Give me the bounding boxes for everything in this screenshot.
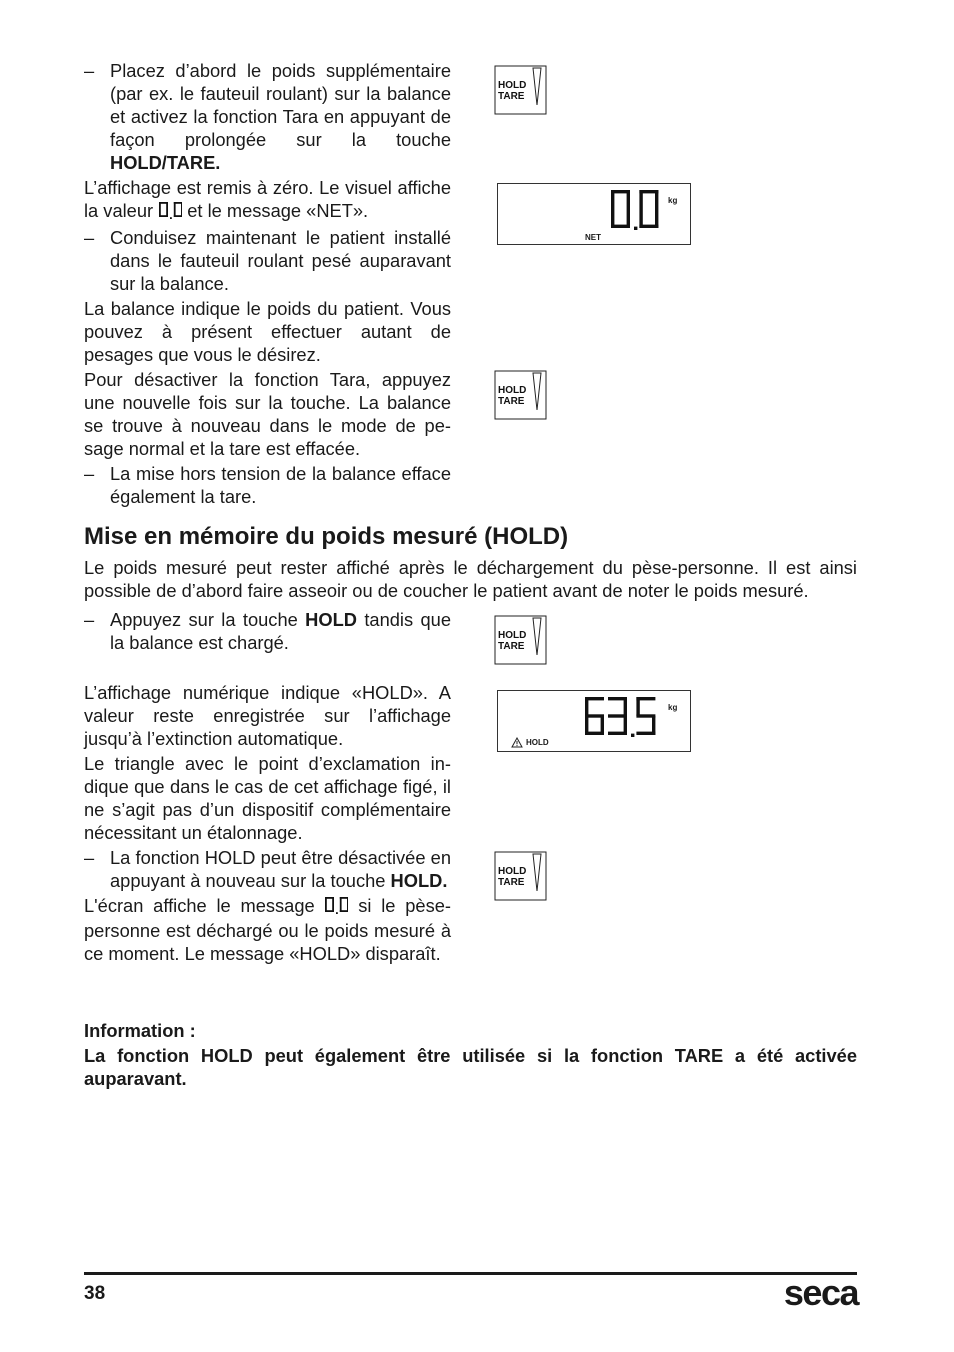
step-deactivate-hold: – La fonction HOLD peut être désactivée en appuyant à nouveau sur la touche HOLD. bbox=[84, 847, 451, 891]
para-deactivate-tare: Pour désactiver la fonction Tara, appuyez une nouvelle fois sur la touche. La balance se trouve à nouveau dans le mode de pesage normal et la tare est effacée. bbox=[84, 369, 451, 459]
net-indicator: NET bbox=[585, 233, 601, 242]
lcd-segment bbox=[585, 697, 588, 716]
hold-instructions-2 bbox=[84, 681, 451, 965]
hold-instructions-1 bbox=[84, 608, 451, 654]
info-text: La fonction HOLD peut également être utilisée si la fonction TARE a été activée auparavant. bbox=[84, 1045, 857, 1089]
warning-triangle-icon bbox=[511, 737, 523, 748]
lcd-digits-net bbox=[610, 189, 666, 231]
lcd-digits-hold bbox=[584, 696, 666, 738]
lcd-segment bbox=[624, 697, 627, 716]
hold-tare-key-illustration bbox=[494, 65, 548, 117]
info-note bbox=[84, 1019, 857, 1090]
brand-logo: seca bbox=[783, 1272, 858, 1313]
lcd-zero-glyph-svg bbox=[158, 201, 182, 219]
lcd-segment bbox=[174, 202, 176, 210]
lcd-segment bbox=[655, 190, 658, 209]
info-label: Information : bbox=[84, 1020, 196, 1041]
lcd-zero-glyph-svg bbox=[324, 896, 348, 914]
lcd-segment bbox=[333, 897, 335, 905]
page-number: 38 bbox=[84, 1283, 106, 1304]
para-patient-weight: La balance indique le poids du patient. Vous pouvez à présent effectuer autant de pesages que vous le désirez. bbox=[84, 298, 451, 365]
para-screen-message: L'écran affiche le message si le pèse-personne est déchargé ou le poids mesuré à ce moment. Le message «HOLD» disparaît. bbox=[84, 895, 451, 964]
lcd-decimal-point bbox=[170, 217, 172, 219]
svg-text:HOLD: HOLD bbox=[498, 630, 527, 641]
lcd-segment bbox=[608, 732, 627, 735]
lcd-segment bbox=[340, 905, 342, 913]
hold-tare-key-illustration bbox=[494, 851, 548, 903]
svg-text:TARE: TARE bbox=[498, 877, 525, 888]
section-heading: Mise en mémoire du poids mesuré (HOLD) bbox=[84, 523, 569, 550]
lcd-segment bbox=[636, 732, 655, 735]
step-power-off: – La mise hors tension de la balance efface également la tare. bbox=[84, 463, 451, 507]
unit-label: kg bbox=[668, 196, 678, 205]
svg-text:TARE: TARE bbox=[498, 91, 525, 102]
lcd-segment bbox=[636, 697, 639, 716]
step-press-hold: – Appuyez sur la touche HOLD tandis que la balance est chargé. bbox=[84, 609, 451, 653]
step-move-patient: – Conduisez maintenant le patient installé dans le fauteuil roulant pesé auparavant sur la balance. bbox=[84, 227, 451, 294]
lcd-segment bbox=[611, 190, 614, 209]
svg-text:TARE: TARE bbox=[498, 396, 525, 407]
lcd-segment bbox=[340, 897, 342, 905]
lcd-segment bbox=[325, 905, 327, 913]
lcd-segment bbox=[325, 897, 327, 905]
lcd-segment bbox=[639, 209, 642, 228]
lcd-segment bbox=[159, 202, 161, 210]
hold-tare-key-illustration bbox=[494, 370, 548, 422]
lcd-decimal-point bbox=[634, 227, 637, 230]
svg-text:HOLD: HOLD bbox=[498, 866, 527, 877]
svg-text:HOLD: HOLD bbox=[498, 385, 527, 396]
step-place-weight: – Placez d’abord le poids supplémentaire (par ex. le fauteuil roulant) sur la balance et activez la fonction Tara en appuyant de façon prolongée sur la touche HOLD/TARE. bbox=[84, 60, 451, 173]
para-reset-zero: L’affichage est remis à zéro. Le visuel affiche la valeur et le message «NET». bbox=[84, 176, 451, 224]
lcd-display-net bbox=[497, 183, 691, 245]
lcd-decimal-point bbox=[631, 734, 634, 737]
lcd-segment bbox=[159, 210, 161, 218]
lcd-display-hold bbox=[497, 690, 691, 752]
footer-rule bbox=[84, 1272, 857, 1275]
para-display-hold: L’affichage numérique indique «HOLD». A valeur reste enregistrée sur l’affichage jusqu’à l’extinction automatique. bbox=[84, 682, 451, 749]
lcd-segment bbox=[611, 209, 614, 228]
svg-text:TARE: TARE bbox=[498, 641, 525, 652]
lcd-segment bbox=[627, 190, 630, 209]
hold-indicator: HOLD bbox=[526, 738, 549, 747]
lcd-zero-glyph bbox=[158, 201, 182, 224]
tare-instructions bbox=[84, 59, 451, 508]
lcd-segment bbox=[174, 210, 176, 218]
lcd-zero-glyph bbox=[324, 896, 348, 919]
lcd-segment bbox=[601, 716, 604, 735]
section-intro: Le poids mesuré peut rester affiché après le déchargement du pèse-personne. Il est ainsi possible de d’abord faire asseoir ou de coucher le patient avant de noter le poids mesuré. bbox=[84, 557, 857, 601]
lcd-segment bbox=[639, 190, 642, 209]
lcd-decimal-point bbox=[336, 912, 338, 914]
para-triangle: Le triangle avec le point d’exclamation indique que dans le cas de cet affichage figé, il ne s’agit pas d’un dispositif complémentaire nécessitant un étalonnage. bbox=[84, 753, 451, 843]
unit-label: kg bbox=[668, 703, 678, 712]
svg-text:HOLD: HOLD bbox=[498, 80, 527, 91]
lcd-segment bbox=[166, 202, 168, 210]
hold-tare-key-illustration bbox=[494, 615, 548, 667]
